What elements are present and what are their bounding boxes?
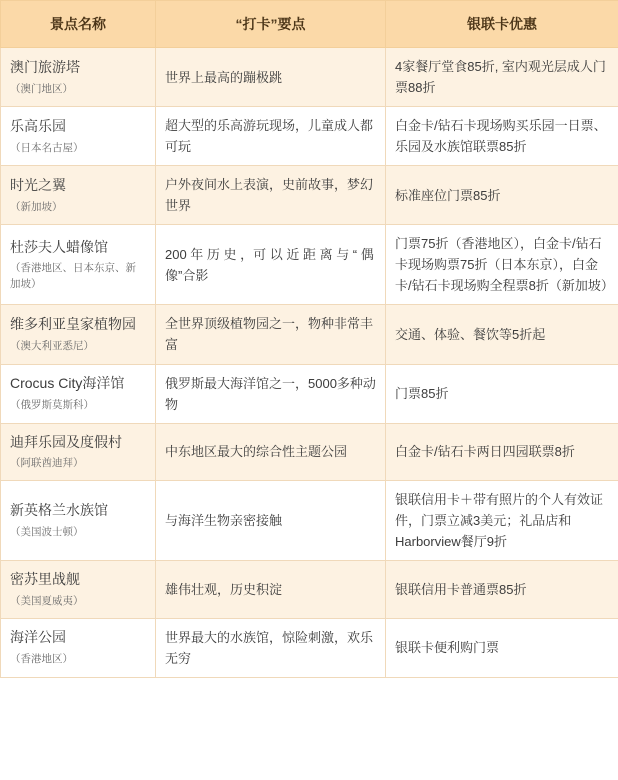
cell-highlight: 中东地区最大的综合性主题公园	[156, 423, 386, 480]
attraction-title: 密苏里战舰	[10, 571, 80, 588]
attraction-title: 迪拜乐园及度假村	[10, 433, 122, 450]
cell-offer: 银联信用卡＋带有照片的个人有效证件，门票立减3美元；礼品店和Harborview餐厅9折	[386, 481, 618, 561]
attraction-location: （澳大利亚悉尼）	[10, 339, 94, 352]
cell-attraction-name	[1, 481, 156, 561]
attraction-location: （新加坡）	[10, 200, 63, 213]
table-header	[1, 1, 618, 48]
column-header-name: 景点名称	[1, 1, 156, 48]
attraction-location: （日本名古屋）	[10, 141, 84, 154]
cell-offer: 交通、体验、餐饮等5折起	[386, 305, 618, 364]
cell-highlight: 俄罗斯最大海洋馆之一，5000多种动物	[156, 364, 386, 423]
cell-offer: 白金卡/钻石卡现场购买乐园一日票、乐园及水族馆联票85折	[386, 107, 618, 166]
column-header-highlight: “打卡”要点	[156, 1, 386, 48]
cell-highlight: 世界上最高的蹦极跳	[156, 48, 386, 107]
attraction-location: （香港地区）	[10, 653, 73, 666]
table-row	[1, 166, 618, 225]
cell-offer: 门票85折	[386, 364, 618, 423]
cell-attraction-name	[1, 107, 156, 166]
attraction-title: 澳门旅游塔	[10, 58, 80, 75]
cell-offer: 银联信用卡普通票85折	[386, 561, 618, 618]
cell-attraction-name	[1, 166, 156, 225]
attraction-title: 时光之翼	[10, 177, 66, 194]
attraction-title: 维多利亚皇家植物园	[10, 316, 136, 333]
attraction-location: （美国夏威夷）	[10, 594, 84, 607]
table-row	[1, 618, 618, 677]
attraction-title: Crocus City海洋馆	[10, 375, 125, 392]
cell-attraction-name	[1, 618, 156, 677]
table-row	[1, 225, 618, 305]
table-body	[1, 48, 618, 678]
attraction-title: 杜莎夫人蜡像馆	[10, 238, 108, 255]
attraction-location: （澳门地区）	[10, 82, 73, 95]
attraction-location: （香港地区、日本东京、新加坡）	[10, 262, 136, 291]
cell-offer: 4家餐厅堂食85折, 室内观光层成人门票88折	[386, 48, 618, 107]
cell-attraction-name	[1, 423, 156, 480]
column-header-offer: 银联卡优惠	[386, 1, 618, 48]
cell-attraction-name	[1, 48, 156, 107]
attraction-location: （俄罗斯莫斯科）	[10, 399, 94, 412]
attraction-title: 乐高乐园	[10, 117, 66, 134]
header-row	[1, 1, 618, 48]
attraction-title: 新英格兰水族馆	[10, 502, 108, 519]
cell-highlight: 与海洋生物亲密接触	[156, 481, 386, 561]
attraction-title: 海洋公园	[10, 629, 66, 646]
cell-highlight: 户外夜间水上表演，史前故事，梦幻世界	[156, 166, 386, 225]
table-row	[1, 561, 618, 618]
cell-attraction-name	[1, 305, 156, 364]
cell-highlight: 200 年 历 史 ，可 以 近 距 离 与 “ 偶像”合影	[156, 225, 386, 305]
cell-attraction-name	[1, 364, 156, 423]
cell-attraction-name	[1, 225, 156, 305]
cell-offer: 标准座位门票85折	[386, 166, 618, 225]
table-row	[1, 423, 618, 480]
cell-highlight: 雄伟壮观，历史积淀	[156, 561, 386, 618]
cell-attraction-name	[1, 561, 156, 618]
attraction-location: （阿联酋迪拜）	[10, 457, 84, 470]
cell-highlight: 超大型的乐高游玩现场，儿童成人都可玩	[156, 107, 386, 166]
table-row	[1, 364, 618, 423]
table-row	[1, 481, 618, 561]
attraction-location: （美国波士顿）	[10, 526, 84, 539]
cell-highlight: 全世界顶级植物园之一，物种非常丰富	[156, 305, 386, 364]
table-row	[1, 48, 618, 107]
cell-highlight: 世界最大的水族馆，惊险刺激，欢乐无穷	[156, 618, 386, 677]
table-row	[1, 107, 618, 166]
table-row	[1, 305, 618, 364]
cell-offer: 门票75折（香港地区），白金卡/钻石卡现场购票75折（日本东京），白金卡/钻石卡现场购全程票8折（新加坡）	[386, 225, 618, 305]
cell-offer: 白金卡/钻石卡两日四园联票8折	[386, 423, 618, 480]
cell-offer: 银联卡便利购门票	[386, 618, 618, 677]
